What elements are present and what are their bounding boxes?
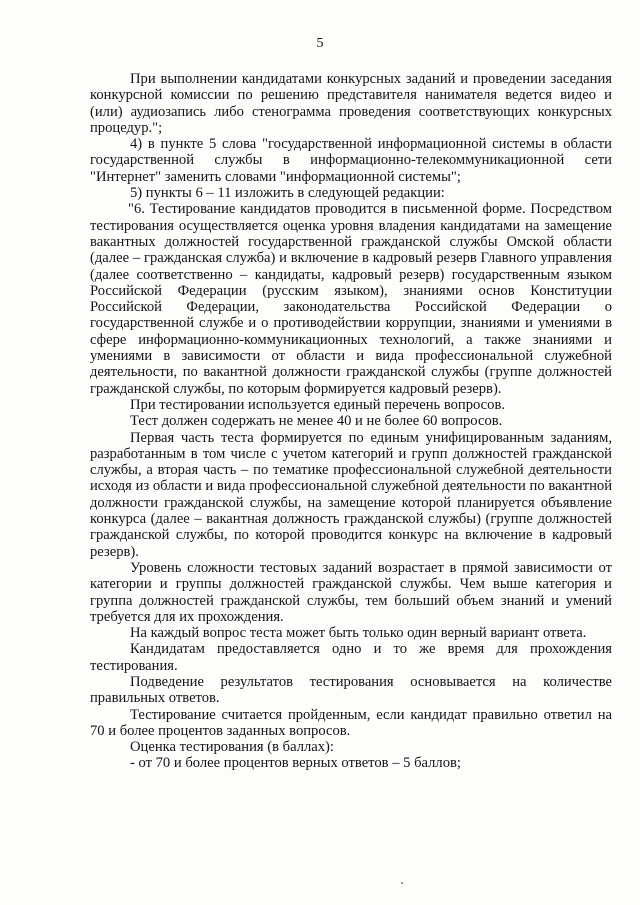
paragraph-question-count: Тест должен содержать не менее 40 и не более 60 вопросов.: [130, 413, 503, 430]
paragraph-results-basis: Подведение результатов тестирования основывается на количестве правильных ответов.: [90, 673, 612, 707]
paragraph-score-5-points: - от 70 и более процентов верных ответов – 5 баллов;: [130, 755, 461, 772]
paragraph-scoring-heading: Оценка тестирования (в баллах):: [130, 739, 334, 756]
paragraph-one-correct-answer: На каждый вопрос теста может быть только один верный вариант ответа.: [130, 625, 587, 642]
page-number: 5: [316, 36, 324, 51]
paragraph-single-question-list: При тестировании используется единый перечень вопросов.: [130, 396, 505, 413]
paragraph-equal-time: Кандидатам предоставляется одно и то же время для прохождения тестирования.: [90, 641, 612, 674]
paragraph-difficulty-level: Уровень сложности тестовых заданий возрастает в прямой зависимости от категории и группы должностей гражданской службы. Чем выше категория и группа должностей гражданской службы, тем больший объем знаний и умений требуется для их прохождения.: [90, 559, 612, 625]
document-body: [90, 71, 612, 772]
paragraph-clause-6-testing: "6. Тестирование кандидатов проводится в письменной форме. Посредством тестирования осуществляется оценка уровня владения кандидатами на замещение вакантных должностей государственной гражданской службы Омской области (далее – гражданская служба) и включение в кадровый резерв Главного управления (далее соответственно – кандидаты, кадровый резерв) государственным языком Российской Федерации (русским языком), знаниями основ Конституции Российской Федерации, законодательства Российской Федерации о государственной службе и о противодействии коррупции, знаниями и умениями в сфере информационно-коммуникационных технологий, а также знаниями и умениями в зависимости от области и вида профессиональной служебной деятельности, по вакантной должности гражданской службы (группе должностей гражданской службы, по которым формируется кадровый резерв).: [90, 201, 612, 397]
paragraph-test-parts: Первая часть теста формируется по единым унифицированным заданиям, разработанным в том числе с учетом категорий и групп должностей гражданской службы, а вторая часть – по тематике профессиональной служебной деятельности исходя из области и вида профессиональной служебной деятельности по вакантной должности гражданской службы, на замещение которой планируется объявление конкурса (далее – вакантная должность гражданской службы) (группе должностей гражданской службы, по которой проводится конкурс на включение в кадровый резерв).: [90, 429, 612, 560]
paragraph-video-recording: При выполнении кандидатами конкурсных заданий и проведении заседания конкурсной комиссии по решению представителя нанимателя ведется видео и (или) аудиозапись либо стенограмма проведения соответствующих конкурсных процедур.";: [90, 71, 612, 136]
paragraph-item-4: 4) в пункте 5 слова "государственной информационной системы в области государственной службы в информационно-телекоммуникационной сети "Интернет" заменить словами "информационной системы";: [90, 136, 612, 185]
paragraph-pass-threshold: Тестирование считается пройденным, если кандидат правильно ответил на 70 и более процентов заданных вопросов.: [90, 706, 612, 739]
scan-speck: [401, 882, 403, 884]
paragraph-item-5: 5) пункты 6 – 11 изложить в следующей редакции:: [130, 185, 445, 202]
